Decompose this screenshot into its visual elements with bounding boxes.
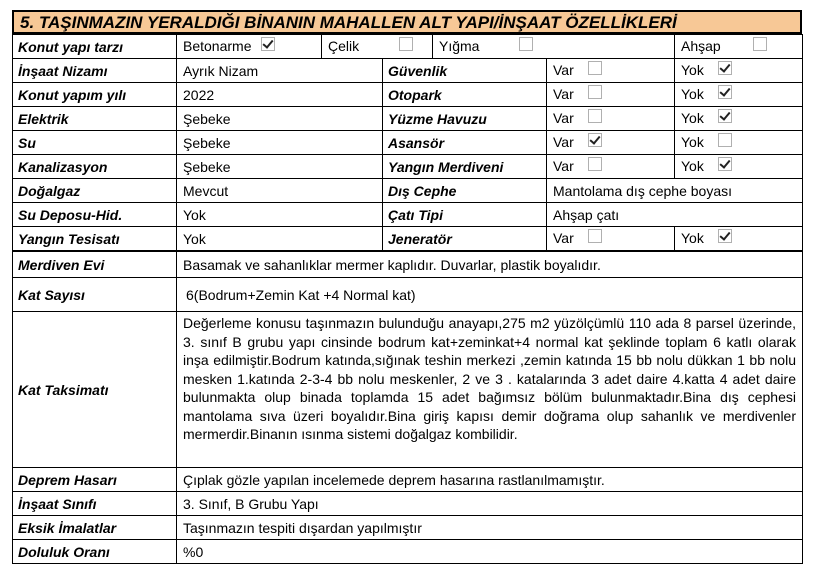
row-label: Su (13, 131, 177, 155)
option-yes-label: Var (553, 62, 574, 79)
checkbox-celik[interactable] (399, 37, 413, 51)
floor-count-value: 6(Bodrum+Zemin Kat +4 Normal kat) (177, 278, 803, 312)
row-value: 2022 (177, 83, 383, 107)
features-table (12, 34, 803, 251)
floor-layout-row (13, 312, 803, 468)
construction-class-value: 3. Sınıf, B Grubu Yapı (177, 492, 803, 516)
missing-works-row (13, 516, 803, 540)
floor-count-row (13, 278, 803, 312)
option-celik[interactable]: Çelik (322, 35, 433, 59)
row-label: Konut yapım yılı (13, 83, 177, 107)
grid-row (13, 59, 803, 83)
checkbox-no[interactable] (718, 133, 732, 147)
option-yes-label: Var (553, 86, 574, 103)
grid-row (13, 107, 803, 131)
floor-count-label: Kat Sayısı (13, 278, 177, 312)
option-yes[interactable] (547, 155, 675, 179)
checkbox-no[interactable] (718, 157, 732, 171)
property-features-section (12, 10, 802, 564)
feature-label: Jeneratör (383, 227, 547, 251)
feature-label: Yangın Merdiveni (383, 155, 547, 179)
staircase-label: Merdiven Evi (13, 252, 177, 278)
missing-works-label: Eksik İmalatlar (13, 516, 177, 540)
grid-row (13, 83, 803, 107)
feature-label: Çatı Tipi (383, 203, 547, 227)
option-ahsap[interactable]: Ahşap (675, 35, 803, 59)
staircase-row (13, 252, 803, 278)
description-table (12, 251, 803, 564)
checkbox-betonarme[interactable] (261, 37, 275, 51)
row-value: Mevcut (177, 179, 383, 203)
feature-label: Otopark (383, 83, 547, 107)
grid-row (13, 179, 803, 203)
row-value: Yok (177, 203, 383, 227)
option-yes[interactable] (547, 83, 675, 107)
checkbox-yes[interactable] (588, 133, 602, 147)
row-label: İnşaat Nizamı (13, 59, 177, 83)
option-yes[interactable] (547, 227, 675, 251)
option-yes[interactable] (547, 59, 675, 83)
construction-class-row (13, 492, 803, 516)
occupancy-rate-value: %0 (177, 540, 803, 564)
construction-type-label: Konut yapı tarzı (13, 35, 177, 59)
option-yes-label: Var (553, 110, 574, 127)
floor-layout-label: Kat Taksimatı (13, 312, 177, 468)
option-no[interactable] (675, 131, 803, 155)
feature-value: Mantolama dış cephe boyası (547, 179, 803, 203)
checkbox-yigma[interactable] (519, 37, 533, 51)
option-yes[interactable] (547, 131, 675, 155)
feature-value: Ahşap çatı (547, 203, 803, 227)
row-label: Kanalizasyon (13, 155, 177, 179)
checkbox-yes[interactable] (588, 109, 602, 123)
option-no[interactable] (675, 107, 803, 131)
feature-label: Asansör (383, 131, 547, 155)
occupancy-rate-row (13, 540, 803, 564)
option-no-label: Yok (681, 110, 704, 127)
option-no-label: Yok (681, 62, 704, 79)
option-yes[interactable] (547, 107, 675, 131)
option-yes-label: Var (553, 134, 574, 151)
option-yigma[interactable]: Yığma (433, 35, 675, 59)
earthquake-damage-value: Çıplak gözle yapılan incelemede deprem hasarına rastlanılmamıştır. (177, 468, 803, 492)
row-value: Ayrık Nizam (177, 59, 383, 83)
row-label: Su Deposu-Hid. (13, 203, 177, 227)
grid-row (13, 203, 803, 227)
checkbox-no[interactable] (718, 229, 732, 243)
section-title: 5. TAŞINMAZIN YERALDIĞI BİNANIN MAHALLEN ALT YAPI/İNŞAAT ÖZELLİKLERİ (12, 10, 802, 34)
option-no-label: Yok (681, 158, 704, 175)
checkbox-no[interactable] (718, 109, 732, 123)
option-no[interactable] (675, 83, 803, 107)
feature-label: Dış Cephe (383, 179, 547, 203)
grid-row (13, 227, 803, 251)
feature-label: Güvenlik (383, 59, 547, 83)
option-no[interactable] (675, 155, 803, 179)
occupancy-rate-label: Doluluk Oranı (13, 540, 177, 564)
row-value: Şebeke (177, 155, 383, 179)
grid-row (13, 131, 803, 155)
checkbox-yes[interactable] (588, 229, 602, 243)
row-label: Elektrik (13, 107, 177, 131)
option-no[interactable] (675, 59, 803, 83)
option-yes-label: Var (553, 158, 574, 175)
option-no-label: Yok (681, 86, 704, 103)
feature-label: Yüzme Havuzu (383, 107, 547, 131)
row-value: Yok (177, 227, 383, 251)
option-betonarme[interactable]: Betonarme (177, 35, 322, 59)
checkbox-ahsap[interactable] (753, 37, 767, 51)
earthquake-damage-label: Deprem Hasarı (13, 468, 177, 492)
option-no[interactable] (675, 227, 803, 251)
row-label: Yangın Tesisatı (13, 227, 177, 251)
staircase-value: Basamak ve sahanlıklar mermer kaplıdır. Duvarlar, plastik boyalıdır. (177, 252, 803, 278)
earthquake-damage-row (13, 468, 803, 492)
grid-row (13, 155, 803, 179)
checkbox-no[interactable] (718, 61, 732, 75)
row-label: Doğalgaz (13, 179, 177, 203)
option-yes-label: Var (553, 230, 574, 247)
option-no-label: Yok (681, 230, 704, 247)
checkbox-no[interactable] (718, 85, 732, 99)
floor-layout-value: Değerleme konusu taşınmazın bulunduğu anayapı,275 m2 yüzölçümlü 110 ada 8 parsel üzerinde, 3. sınıf B grubu yapı cinsinde bodrum kat+zeminkat+4 normal kat şeklinde toplam 6 katlı olarak inşa edilmiştir.Bodrum katında,sığınak teshin merkezi ,zemin katında 15 bb nolu dükkan 1 bb nolu mesken 1.katında 2-3-4 bb nolu meskenler, 2 ve 3 . katalarında 3 adet daire 4.katta 4 adet daire bulunmakta olup binada toplamda 15 adet bağımsız bölüm bulunmaktadır.Bina dış cephesi mantolama sıva üzeri boyalıdır.Bina giriş kapısı demir doğrama olup sahanlık ve merdivenler mermerdir.Binanın ısınma sistemi doğalgaz kombilidir. (177, 312, 803, 468)
row-value: Şebeke (177, 131, 383, 155)
option-no-label: Yok (681, 134, 704, 151)
row-value: Şebeke (177, 107, 383, 131)
checkbox-yes[interactable] (588, 85, 602, 99)
checkbox-yes[interactable] (588, 157, 602, 171)
construction-type-row (13, 35, 803, 59)
construction-class-label: İnşaat Sınıfı (13, 492, 177, 516)
checkbox-yes[interactable] (588, 61, 602, 75)
missing-works-value: Taşınmazın tespiti dışardan yapılmıştır (177, 516, 803, 540)
